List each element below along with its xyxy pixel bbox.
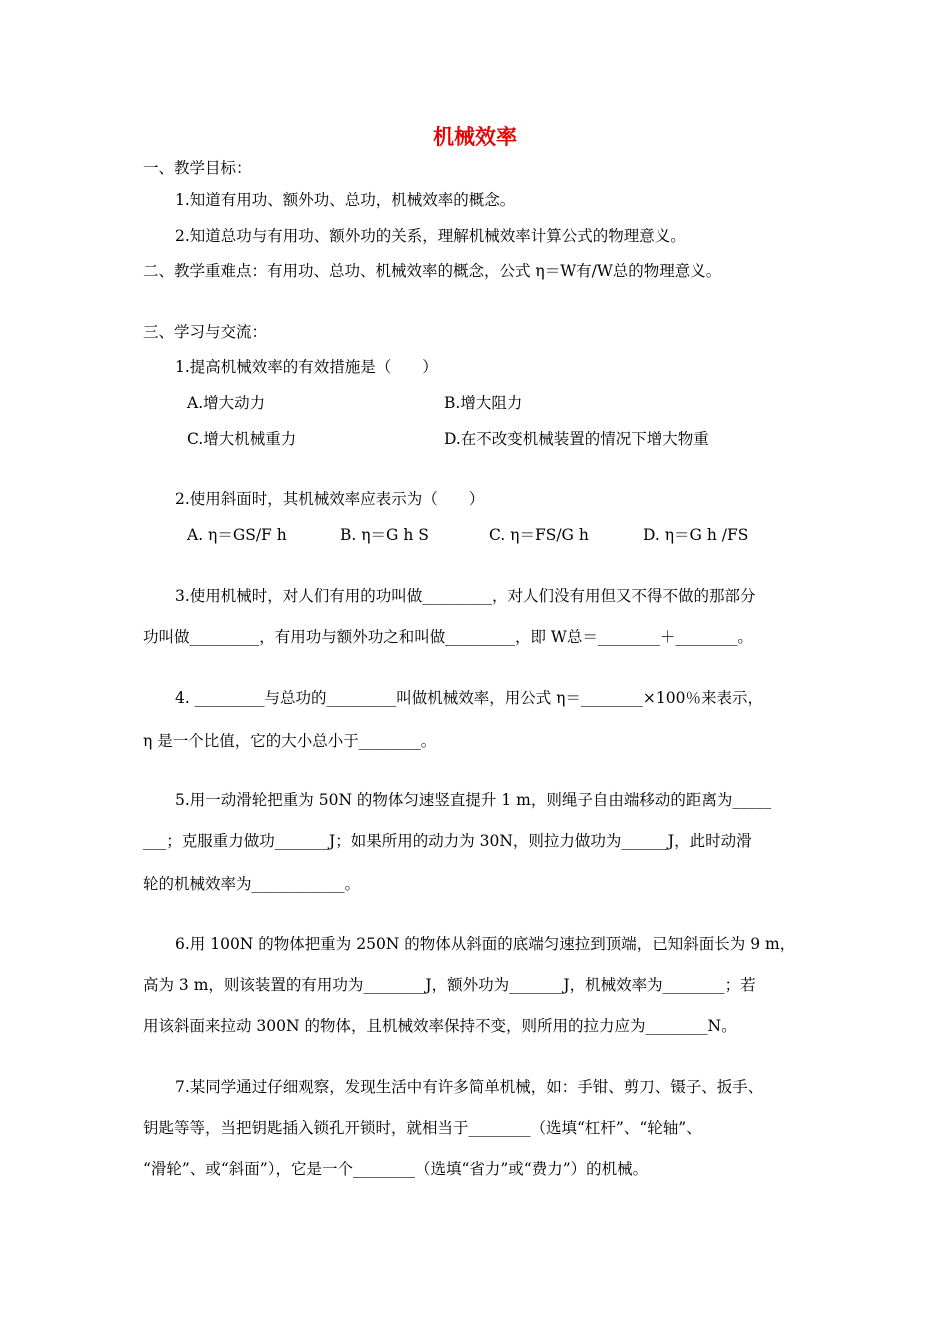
q6-line-2: 高为 3 m，则该装置的有用功为________J，额外功为_______J，机械效率为________；若 [143,976,756,994]
q1-stem: 1.提高机械效率的有效措施是（ ） [175,358,438,376]
q4-line-1: 4. _________与总功的_________叫做机械效率，用公式 η＝________×100％来表示， [175,689,764,707]
q1-option-a: A.增大动力 [187,394,266,412]
q6-line-3: 用该斜面来拉动 300N 的物体，且机械效率保持不变，则所用的拉力应为________N。 [143,1017,737,1035]
q5-line-1: 5.用一动滑轮把重为 50N 的物体匀速竖直提升 1 m，则绳子自由端移动的距离为_____ [175,791,772,809]
q2-option-a: A. η＝GS/F h [187,526,287,544]
q2-stem: 2.使用斜面时，其机械效率应表示为（ ） [175,490,485,508]
section1-heading: 一、教学目标： [143,159,252,177]
objective-2: 2.知道总功与有用功、额外功的关系，理解机械效率计算公式的物理意义。 [175,227,686,245]
q7-line-2: 钥匙等等，当把钥匙插入锁孔开锁时，就相当于________（选填“杠杆”、“轮轴”、 [143,1119,702,1137]
q6-line-1: 6.用 100N 的物体把重为 250N 的物体从斜面的底端匀速拉到顶端，已知斜面长为 9 m， [175,935,796,953]
q2-option-c: C. η＝FS/G h [489,526,589,544]
q3-line-1: 3.使用机械时，对人们有用的功叫做_________，对人们没有用但又不得不做的那部分 [175,587,756,605]
q5-line-2: ___；克服重力做功_______J；如果所用的动力为 30N，则拉力做功为______J，此时动滑 [143,832,752,850]
q3-line-2: 功叫做_________，有用功与额外功之和叫做_________，即 W总＝________＋________。 [143,628,753,646]
page-title: 机械效率 [433,124,517,149]
q4-line-2: η 是一个比值，它的大小总小于________。 [143,732,437,750]
q7-line-3: “滑轮”、或“斜面”），它是一个________（选填“省力”或“费力”）的机械。 [143,1160,649,1178]
q1-option-c: C.增大机械重力 [187,430,297,448]
q2-option-b: B. η＝G h S [340,526,429,544]
section3-heading: 三、学习与交流： [143,323,268,341]
section2-text: 二、教学重难点：有用功、总功、机械效率的概念，公式 η＝W有/W总的物理意义。 [143,262,722,280]
q1-option-d: D.在不改变机械装置的情况下增大物重 [444,430,709,448]
q7-line-1: 7.某同学通过仔细观察，发现生活中有许多简单机械，如：手钳、剪刀、镊子、扳手、 [175,1078,764,1096]
q1-option-b: B.增大阻力 [444,394,523,412]
objective-1: 1.知道有用功、额外功、总功，机械效率的概念。 [175,191,516,209]
q5-line-3: 轮的机械效率为____________。 [143,875,361,893]
q2-option-d: D. η＝G h /FS [643,526,749,544]
